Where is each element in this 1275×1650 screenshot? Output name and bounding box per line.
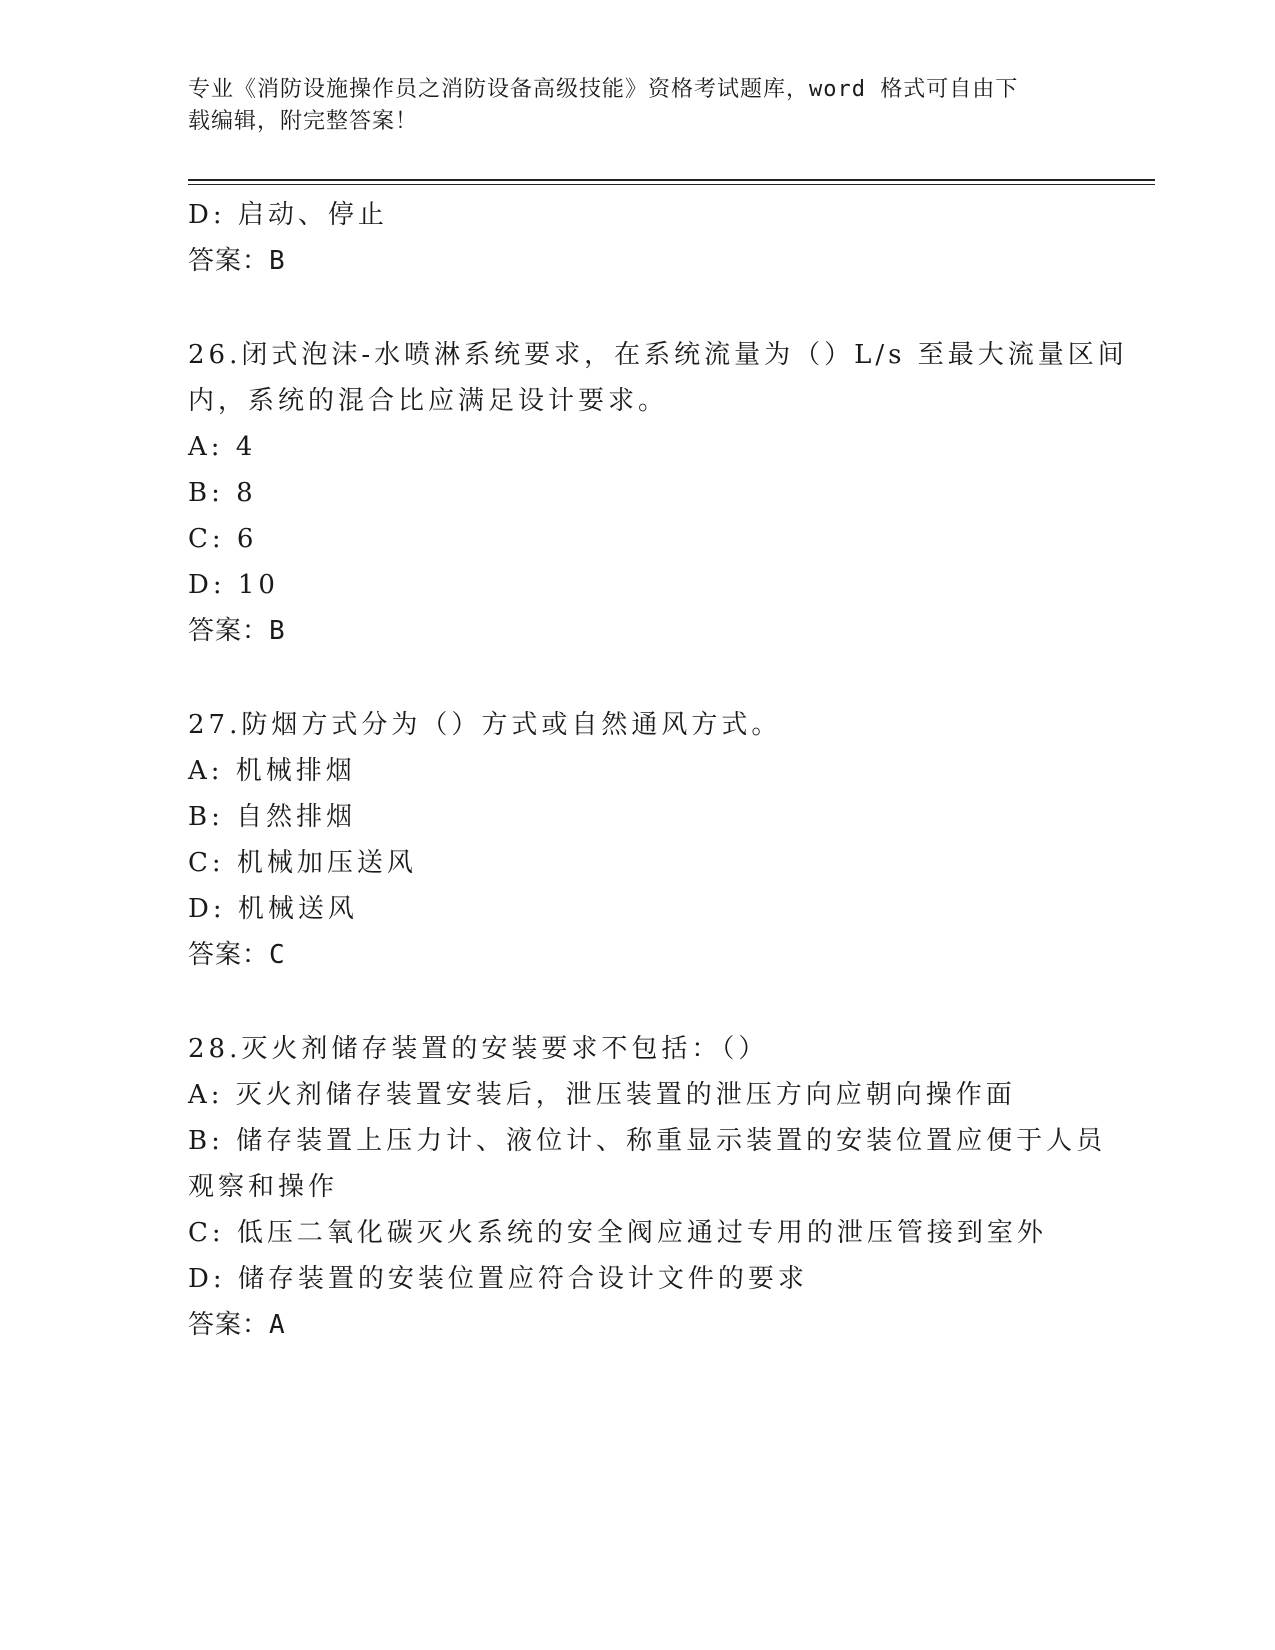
question-27-option-d: D: 机械送风 xyxy=(188,894,358,924)
question-28-option-d: D: 储存装置的安装位置应符合设计文件的要求 xyxy=(188,1264,808,1294)
question-28-option-c: C: 低压二氧化碳灭火系统的安全阀应通过专用的泄压管接到室外 xyxy=(188,1218,1047,1248)
question-27-option-a: A: 机械排烟 xyxy=(188,756,356,786)
question-26 xyxy=(188,332,1128,654)
prev-option-d: D: 启动、停止 xyxy=(188,200,388,230)
question-26-option-b: B: 8 xyxy=(188,478,257,508)
header-line-1: 专业《消防设施操作员之消防设备高级技能》资格考试题库，word 格式可自由下 xyxy=(188,77,1019,102)
question-27-option-b: B: 自然排烟 xyxy=(188,802,357,832)
question-26-answer: 答案：B xyxy=(188,616,286,646)
question-28-stem: 28.灭火剂储存装置的安装要求不包括：（） xyxy=(188,1034,769,1064)
header-divider-thick xyxy=(188,179,1155,181)
question-27-answer: 答案：C xyxy=(188,940,286,970)
header-divider-thin xyxy=(188,184,1155,185)
question-28 xyxy=(188,1026,1107,1348)
document-header xyxy=(188,74,1088,138)
question-28-option-b-line-1: B: 储存装置上压力计、液位计、称重显示装置的安装位置应便于人员 xyxy=(188,1126,1107,1156)
question-26-option-a: A: 4 xyxy=(188,432,257,462)
question-26-stem-line-2: 内，系统的混合比应满足设计要求。 xyxy=(188,386,669,416)
question-28-answer: 答案：A xyxy=(188,1310,286,1340)
question-list xyxy=(188,192,1128,1348)
question-26-stem-line-1: 26.闭式泡沫-水喷淋系统要求，在系统流量为（）L/s 至最大流量区间 xyxy=(188,340,1128,370)
question-26-option-d: D: 10 xyxy=(188,570,279,600)
question-28-option-a: A: 灭火剂储存装置安装后，泄压装置的泄压方向应朝向操作面 xyxy=(188,1080,1016,1110)
header-line-2: 载编辑，附完整答案！ xyxy=(188,109,419,134)
prev-answer: 答案：B xyxy=(188,246,286,276)
question-28-option-b-line-2: 观察和操作 xyxy=(188,1172,339,1202)
question-27 xyxy=(188,702,1088,978)
question-26-option-c: C: 6 xyxy=(188,524,258,554)
question-27-stem: 27.防烟方式分为（）方式或自然通风方式。 xyxy=(188,710,782,740)
question-27-option-c: C: 机械加压送风 xyxy=(188,848,417,878)
